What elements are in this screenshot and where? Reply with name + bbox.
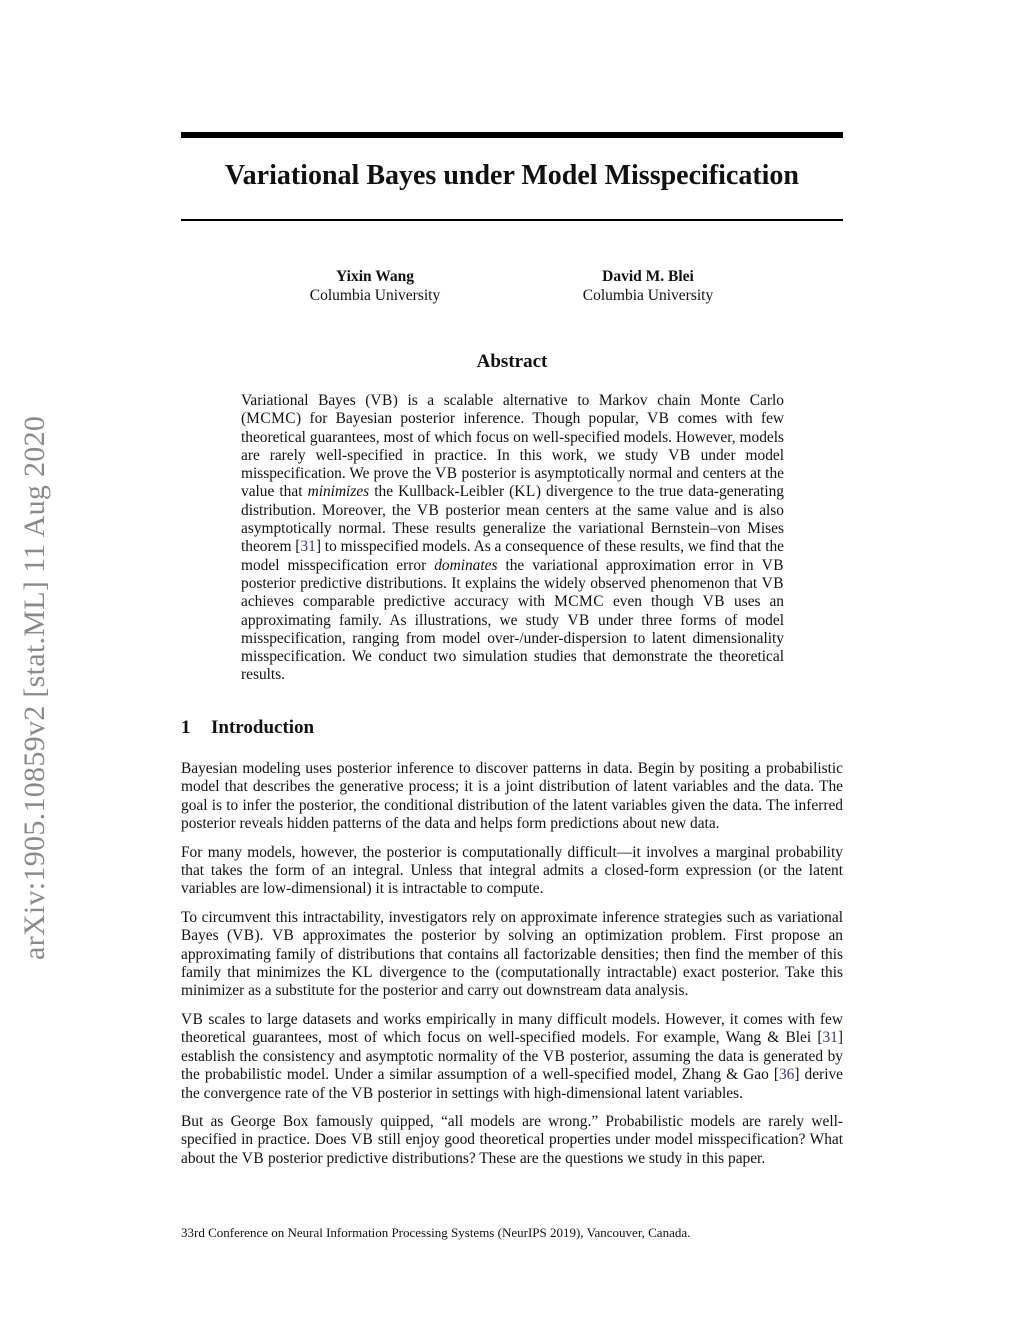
paragraph: For many models, however, the posterior is computationally difficult—it involves a marginal probability that takes the form of an integral. Unless that integral admits a closed-form expression (or the latent variables are low-dimensional) it is intractable to compute.: [181, 843, 843, 898]
author-affiliation: Columbia University: [309, 287, 441, 304]
introduction-body: [181, 760, 843, 1178]
section-title: Introduction: [211, 717, 315, 738]
citation-link[interactable]: 31: [822, 1029, 838, 1047]
paragraph: Bayesian modeling uses posterior inference to discover patterns in data. Begin by positing a probabilistic model that describes the generative process; it is a joint distribution of latent variables and the data. The goal is to infer the posterior, the conditional distribution of the latent variables given the data. The inferred posterior reveals hidden patterns of the data and helps form predictions about new data.: [181, 760, 843, 833]
paper-title: Variational Bayes under Model Misspecification: [225, 160, 799, 191]
abstract-paragraph: Variational Bayes (VB) is a scalable alternative to Markov chain Monte Carlo (MCMC) for Bayesian posterior inference. Though popular, VB comes with few theoretical guarantees, most of which focus on well-specified models. However, models are rarely well-specified in practice. In this work, we study VB under model misspecification. We prove the VB posterior is asymptotically normal and centers at the value that minimizes the Kullback-Leibler (KL) divergence to the true data-generating distribution. Moreover, the VB posterior mean centers at the same value and is also asymptotically normal. These results generalize the variational Bernstein–von Mises theorem [31] to misspecified models. As a consequence of these results, we find that the model misspecification error dominates the variational approximation error in VB posterior predictive distributions. It explains the widely observed phenomenon that VB achieves comparable predictive accuracy with MCMC even though VB uses an approximating family. As illustrations, we study VB under three forms of model misspecification, ranging from model over-/under-dispersion to latent dimensionality misspecification. We conduct two simulation studies that demonstrate the theoretical results.: [241, 392, 785, 684]
author-block-2: [548, 267, 748, 305]
citation-link[interactable]: 31: [300, 538, 316, 556]
conference-footnote: 33rd Conference on Neural Information Processing Systems (NeurIPS 2019), Vancouver, Canada.: [181, 1225, 691, 1240]
author-name: Yixin Wang: [336, 268, 414, 285]
paragraph: But as George Box famously quipped, “all models are wrong.” Probabilistic models are rarely well-specified in practice. Does VB still enjoy good theoretical properties under model misspecification? What about the VB posterior predictive distributions? These are the questions we study in this paper.: [181, 1112, 843, 1167]
citation-link[interactable]: 36: [778, 1066, 795, 1084]
section-heading: [181, 717, 314, 739]
paragraph: To circumvent this intractability, investigators rely on approximate inference strategies such as variational Bayes (VB). VB approximates the posterior by solving an optimization problem. First propose an approximating family of distributions that contains all factorizable densities; then find the member of this family that minimizes the KL divergence to the (computationally intractable) exact posterior. Take this minimizer as a substitute for the posterior and carry out downstream data analysis.: [181, 908, 843, 1000]
title-rule-top: [181, 132, 843, 138]
author-block-1: [275, 267, 475, 305]
title-rule-bottom: [181, 219, 843, 221]
abstract-heading: Abstract: [476, 351, 548, 372]
paragraph: VB scales to large datasets and works empirically in many difficult models. However, it comes with few theoretical guarantees, most of which focus on well-specified models. For example, Wang & Blei [31] establish the consistency and asymptotic normality of the VB posterior, assuming the data is generated by the probabilistic model. Under a similar assumption of a well-specified model, Zhang & Gao [36] derive the convergence rate of the VB posterior in settings with high-dimensional latent variables.: [181, 1010, 843, 1102]
section-number: 1: [181, 717, 191, 738]
arxiv-stamp: arXiv:1905.10859v2 [stat.ML] 11 Aug 2020: [18, 415, 51, 960]
abstract-text: [241, 392, 784, 685]
author-affiliation: Columbia University: [582, 287, 714, 304]
author-name: David M. Blei: [602, 268, 694, 285]
